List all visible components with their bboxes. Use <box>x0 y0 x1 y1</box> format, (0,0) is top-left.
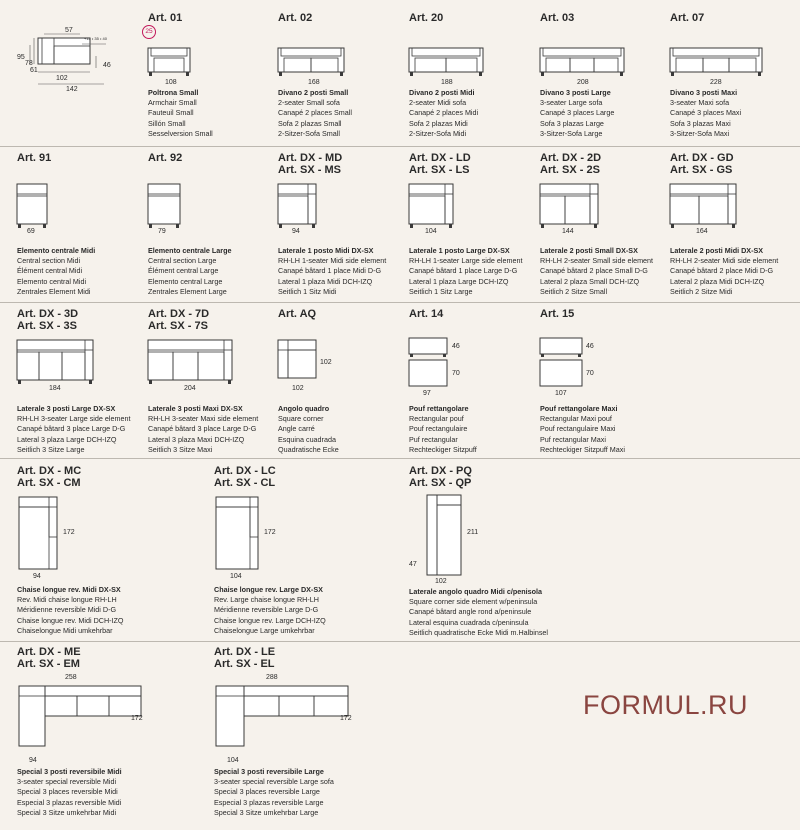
height-dim: 46 <box>452 343 460 350</box>
width-dim: 288 <box>266 674 278 681</box>
width-dim: 204 <box>184 385 196 392</box>
description: Chaise longue rev. Midi DX-SX Rev. Midi chaise longue RH-LH Méridienne reversible Midi D-G Chaise longue rev. Midi DCH-IZQ Chaiselongue Midi umkehrbar <box>17 585 124 635</box>
product-art-15 <box>540 308 665 458</box>
depth-dim: 70 <box>586 370 594 377</box>
width-dim: 94 <box>33 573 41 580</box>
article-code: Art. AQ <box>278 308 317 320</box>
product-art-dx-gd <box>670 152 795 302</box>
article-code: Art. DX - MC <box>17 465 82 477</box>
article-code-alt: Art. SX - 3S <box>17 320 77 332</box>
chaise-diagram <box>19 497 79 587</box>
description: Laterale 1 posto Large DX-SX RH-LH 1-seater Large side element Canapé bâtard 1 place Large D-G Lateral 1 plaza Large DCH-IZQ Seitlich 1 Sitz Large <box>409 246 523 296</box>
description: Divano 2 posti Midi 2-seater Midi sofa Canapé 2 places Midi Sofa 2 plazas Midi 2-Sitzer-Sofa Midi <box>409 88 479 138</box>
row-divider <box>0 302 800 303</box>
legend-dim-102: 102 <box>56 75 68 82</box>
width-dim: 184 <box>49 385 61 392</box>
article-code-alt: Art. SX - QP <box>409 477 472 489</box>
article-code: Art. 02 <box>278 12 313 24</box>
article-code: Art. 03 <box>540 12 575 24</box>
legend-dim-61: 61 <box>30 67 38 74</box>
module-diagram <box>540 184 620 244</box>
product-art-14 <box>409 308 534 458</box>
product-art-dx-2d <box>540 152 665 302</box>
width-dim: 144 <box>562 228 574 235</box>
article-code: Art. 14 <box>409 308 444 320</box>
depth-dim: 47 <box>409 561 417 568</box>
module-diagram <box>409 184 459 244</box>
description: Angolo quadro Square corner Angle carré Esquina cuadrada Quadratische Ecke <box>278 404 339 454</box>
article-code: Art. 01 <box>148 12 183 24</box>
legend-dim-142: 142 <box>66 86 78 93</box>
product-art-dx-3d <box>17 308 142 458</box>
article-code-alt: Art. SX - CM <box>17 477 81 489</box>
article-code: Art. DX - LC <box>214 465 276 477</box>
article-code: Art. 07 <box>670 12 705 24</box>
description: Laterale angolo quadro Midi c/penisola Square corner side element w/peninsula Canapé bâtard angle rond a/peninsule Lateral esquina cuadrada c/peninsula Seitlich quadratische Ecke Midi m.Halbinsel <box>409 587 549 637</box>
module-diagram <box>148 340 243 390</box>
legend-dim-small: +15 • 35 • 40 <box>84 36 107 41</box>
description: Divano 3 posti Large 3-seater Large sofa Canapé 3 places Large Sofa 3 plazas Large 3-Sitzer-Sofa Large <box>540 88 615 138</box>
product-art-dx-me <box>17 646 207 826</box>
module-diagram <box>670 184 750 244</box>
article-code-alt: Art. SX - EM <box>17 658 80 670</box>
chaise-width-dim: 94 <box>29 757 37 764</box>
dimension-legend <box>0 0 140 100</box>
width-dim: 108 <box>165 79 177 86</box>
width-dim: 258 <box>65 674 77 681</box>
product-art-20 <box>409 12 534 142</box>
product-art-92 <box>148 152 273 302</box>
chaise-width-dim: 104 <box>227 757 239 764</box>
length-dim: 172 <box>131 715 143 722</box>
article-code-alt: Art. SX - GS <box>670 164 733 176</box>
description: Laterale 2 posti Midi DX-SX RH-LH 2-seater Midi side element Canapé bâtard 2 place Midi D-G Lateral 2 plaza Midi DCH-IZQ Seitlich 2 Sitze Midi <box>670 246 779 296</box>
description: Laterale 1 posto Midi DX-SX RH-LH 1-seater Midi side element Canapé bâtard 1 place Midi D-G Lateral 1 plaza Midi DCH-IZQ Seitlich 1 Sitz Midi <box>278 246 387 296</box>
product-art-dx-le <box>214 646 404 826</box>
description: Divano 3 posti Maxi 3-seater Maxi sofa Canapé 3 places Maxi Sofa 3 plazas Maxi 3-Sitzer-Sofa Maxi <box>670 88 742 138</box>
article-code-alt: Art. SX - MS <box>278 164 341 176</box>
depth-dim: 102 <box>320 359 332 366</box>
product-art-aq <box>278 308 403 458</box>
description: Special 3 posti reversibile Midi 3-seater special reversible Midi Special 3 places reversible Midi Especial 3 plazas reversible Midi Special 3 Sitze umkehrbar Midi <box>17 767 122 817</box>
legend-dim-57: 57 <box>65 27 73 34</box>
width-dim: 97 <box>423 390 431 397</box>
product-art-01 <box>148 12 273 142</box>
legend-dim-78: 78 <box>25 60 33 67</box>
length-dim: 211 <box>467 529 479 536</box>
width-dim: 79 <box>158 228 166 235</box>
width-dim: 208 <box>577 79 589 86</box>
description: Chaise longue rev. Large DX-SX Rev. Large chaise longue RH-LH Méridienne reversible Large D-G Chaise longue rev. Large DCH-IZQ Chaiselongue Large umkehrbar <box>214 585 326 635</box>
article-code: Art. 20 <box>409 12 444 24</box>
article-code: Art. DX - LE <box>214 646 276 658</box>
article-code-alt: Art. SX - EL <box>214 658 275 670</box>
product-art-02 <box>278 12 403 142</box>
legend-dim-46: 46 <box>103 62 111 69</box>
product-art-dx-lc <box>214 465 404 640</box>
module-diagram <box>17 340 107 390</box>
depth-dim: 70 <box>452 370 460 377</box>
length-dim: 172 <box>63 529 75 536</box>
product-art-dx-mc <box>17 465 207 640</box>
row-divider <box>0 641 800 642</box>
product-art-dx-7d <box>148 308 273 458</box>
width-dim: 107 <box>555 390 567 397</box>
description: Laterale 2 posti Small DX-SX RH-LH 2-seater Small side element Canapé bâtard 2 place Small D-G Lateral 2 plaza Small DCH-IZQ Seitlich 2 Sitze Small <box>540 246 654 296</box>
width-dim: 69 <box>27 228 35 235</box>
description: Poltrona Small Armchair Small Fauteuil Small Sillón Small Sesselversion Small <box>148 88 213 138</box>
length-dim: 172 <box>264 529 276 536</box>
width-dim: 94 <box>292 228 300 235</box>
article-code-alt: Art. SX - 7S <box>148 320 208 332</box>
description: Laterale 3 posti Maxi DX-SX RH-LH 3-seater Maxi side element Canapé bâtard 3 place Large D-G Lateral 3 plaza Maxi DCH-IZQ Seitlich 3 Sitze Maxi <box>148 404 259 454</box>
description: Divano 2 posti Small 2-seater Small sofa Canapé 2 places Small Sofa 2 plazas Small 2-Sitzer-Sofa Small <box>278 88 352 138</box>
description: Pouf rettangolare Rectangular pouf Pouf rectangulaire Puf rectangular Rechteckiger Sitzpuff <box>409 404 477 454</box>
article-code: Art. DX - 7D <box>148 308 210 320</box>
sofa-diagram <box>409 30 499 90</box>
article-code: Art. 91 <box>17 152 52 164</box>
seat-depth-badge: 25 <box>142 25 156 39</box>
legend-diagram <box>0 0 140 100</box>
width-dim: 104 <box>230 573 242 580</box>
product-art-07 <box>670 12 795 142</box>
article-code: Art. DX - 3D <box>17 308 79 320</box>
article-code: Art. DX - GD <box>670 152 734 164</box>
product-art-03 <box>540 12 665 142</box>
height-dim: 46 <box>586 343 594 350</box>
article-code-alt: Art. SX - LS <box>409 164 470 176</box>
length-dim: 172 <box>340 715 352 722</box>
article-code: Art. DX - PQ <box>409 465 472 477</box>
module-diagram <box>278 184 328 244</box>
module-diagram <box>17 184 57 244</box>
width-dim: 228 <box>710 79 722 86</box>
width-dim: 102 <box>292 385 304 392</box>
article-code: Art. 92 <box>148 152 183 164</box>
article-code-alt: Art. SX - CL <box>214 477 276 489</box>
article-code: Art. DX - 2D <box>540 152 602 164</box>
sofa-diagram <box>148 30 208 90</box>
module-diagram <box>148 184 188 244</box>
width-dim: 104 <box>425 228 437 235</box>
description: Pouf rettangolare Maxi Rectangular Maxi pouf Pouf rectangulaire Maxi Puf rectangular Maxi Rechteckiger Sitzpuff Maxi <box>540 404 625 454</box>
legend-dim-95: 95 <box>17 54 25 61</box>
width-dim: 168 <box>308 79 320 86</box>
row-divider <box>0 458 800 459</box>
width-dim: 188 <box>441 79 453 86</box>
description: Special 3 posti reversibile Large 3-seater special reversible Large sofa Special 3 places reversible Large Especial 3 plazas reversible Large Special 3 Sitze umkehrbar Large <box>214 767 334 817</box>
article-code: Art. DX - MD <box>278 152 343 164</box>
product-art-dx-md <box>278 152 403 302</box>
width-dim: 102 <box>435 578 447 585</box>
description: Laterale 3 posti Large DX-SX RH-LH 3-seater Large side element Canapé bâtard 3 place Large D-G Lateral 3 plaza Large DCH-IZQ Seitlich 3 Sitze Large <box>17 404 131 454</box>
article-code: Art. 15 <box>540 308 575 320</box>
product-art-91 <box>17 152 142 302</box>
product-art-dx-pq <box>409 465 639 640</box>
product-art-dx-ld <box>409 152 534 302</box>
description: Elemento centrale Large Central section Large Élément central Large Elemento central Large Zentrales Element Large <box>148 246 232 296</box>
width-dim: 164 <box>696 228 708 235</box>
article-code: Art. DX - ME <box>17 646 81 658</box>
brand-watermark: FORMUL.RU <box>583 690 748 720</box>
article-code-alt: Art. SX - 2S <box>540 164 600 176</box>
article-code: Art. DX - LD <box>409 152 471 164</box>
chaise-diagram <box>216 497 276 587</box>
description: Elemento centrale Midi Central section Midi Élément central Midi Elemento central Midi Zentrales Element Midi <box>17 246 96 296</box>
row-divider <box>0 146 800 147</box>
